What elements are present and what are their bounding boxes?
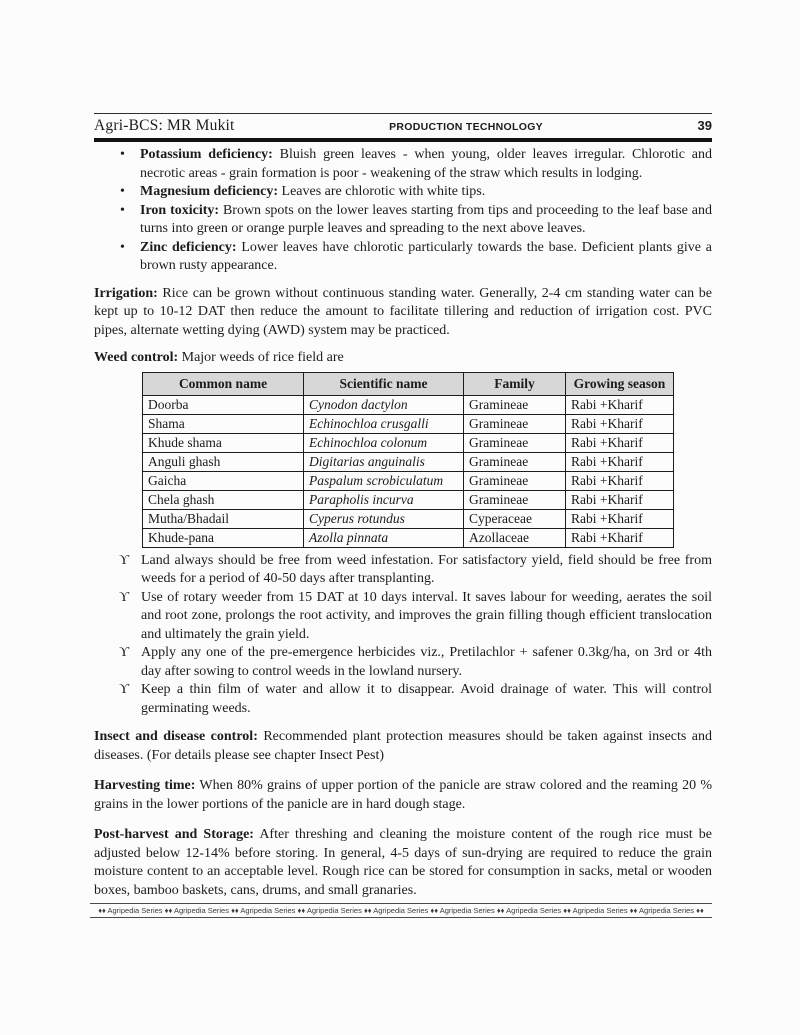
paragraph-text: Rice can be grown without continuous standing water. Generally, 2-4 cm standing water can be kept up to 10-12 DAT then reduce the amount to facilitate tillering and reduction of irrigation cost. PVC pipes, alternate wetting dying (AWD) system may be practiced.	[94, 285, 712, 338]
list-item-zinc	[94, 239, 712, 276]
table-row	[143, 471, 674, 490]
cell-family: Gramineae	[464, 471, 566, 490]
cell-scientific-name: Echinochloa crusgalli	[304, 414, 464, 433]
list-item-iron	[94, 202, 712, 239]
item-label: Zinc deficiency:	[140, 239, 237, 255]
list-item-weed-free	[94, 552, 712, 589]
table-row	[143, 395, 674, 414]
cell-scientific-name: Echinochloa colonum	[304, 433, 464, 452]
cell-family: Azollaceae	[464, 528, 566, 547]
list-item-text	[140, 146, 712, 183]
cell-scientific-name: Paspalum scrobiculatum	[304, 471, 464, 490]
paragraph-label: Harvesting time:	[94, 778, 196, 793]
header-author: Agri-BCS: MR Mukit	[94, 117, 235, 134]
page-footer: ♦♦ Agripedia Series ♦♦ Agripedia Series ♦♦ Agripedia Series ♦♦ Agripedia Series ♦♦ Agripedia Series ♦♦ Agripedia Series ♦♦ Agripedia Series ♦♦ Agripedia Series ♦♦ Agripedia Series ♦♦	[90, 903, 712, 918]
weed-table-head	[143, 372, 674, 395]
paragraph-label: Weed control:	[94, 350, 179, 365]
upsilon-bullet-icon: ϒ	[119, 645, 130, 660]
list-item-rotary-weeder	[94, 589, 712, 645]
table-header-growing-season: Growing season	[566, 372, 674, 395]
list-item-magnesium	[94, 183, 712, 202]
weed-table	[142, 372, 674, 548]
table-header-family: Family	[464, 372, 566, 395]
header-section-title: PRODUCTION TECHNOLOGY	[389, 121, 543, 133]
page-number: 39	[697, 118, 712, 133]
cell-common-name: Mutha/Bhadail	[143, 509, 304, 528]
cell-season: Rabi +Kharif	[566, 452, 674, 471]
cell-season: Rabi +Kharif	[566, 414, 674, 433]
list-item-herbicide	[94, 644, 712, 681]
cell-common-name: Chela ghash	[143, 490, 304, 509]
paragraph-label: Post-harvest and Storage:	[94, 827, 254, 842]
cell-family: Gramineae	[464, 414, 566, 433]
cell-season: Rabi +Kharif	[566, 509, 674, 528]
upsilon-bullet-icon: ϒ	[119, 589, 130, 605]
list-item-text: Land always should be free from weed infestation. For satisfactory yield, field should be free from weeds for a period of 40-50 days after transplanting.	[141, 552, 712, 586]
cell-scientific-name: Digitarias anguinalis	[304, 452, 464, 471]
item-label: Potassium deficiency:	[140, 147, 273, 162]
table-row	[143, 452, 674, 471]
paragraph-text: When 80% grains of upper portion of the panicle are straw colored and the reaming 20 % grains in the lower portions of the panicle are in hard dough stage.	[94, 778, 712, 812]
cell-scientific-name: Parapholis incurva	[304, 490, 464, 509]
cell-common-name: Doorba	[143, 395, 304, 414]
item-label: Iron toxicity:	[140, 202, 220, 218]
weed-table-body	[143, 395, 674, 547]
cell-family: Cyperaceae	[464, 509, 566, 528]
list-item-water-film	[94, 681, 712, 718]
cell-season: Rabi +Kharif	[566, 433, 674, 452]
item-body: Leaves are chlorotic with white tips.	[278, 184, 486, 199]
paragraph-text: Recommended plant protection measures should be taken against insects and diseases. (For details please see chapter Insect Pest)	[94, 729, 713, 763]
cell-scientific-name: Azolla pinnata	[304, 528, 464, 547]
table-row	[143, 509, 674, 528]
cell-common-name: Khude shama	[143, 433, 304, 452]
list-item-text: Keep a thin film of water and allow it to disappear. Avoid drainage of water. This will control germinating weeds.	[141, 682, 712, 716]
bullet-dot-icon: •	[120, 239, 125, 255]
weed-advice-list	[94, 552, 712, 719]
table-row	[143, 528, 674, 547]
list-item-text	[140, 239, 712, 276]
item-body: Bluish green leaves - when young, older leaves irregular. Chlorotic and necrotic areas - grain formation is poor - weakening of the straw which results in lodging.	[140, 147, 712, 181]
table-row	[143, 490, 674, 509]
table-row	[143, 433, 674, 452]
harvesting-paragraph	[94, 777, 712, 814]
bullet-dot-icon: •	[120, 202, 125, 218]
bullet-dot-icon: •	[120, 147, 125, 162]
list-item-text: Use of rotary weeder from 15 DAT at 10 days interval. It saves labour for weeding, aerates the soil and root zone, prolongs the root activity, and improves the grain filling though efficient translocation and ultimately the grain yield.	[141, 589, 712, 642]
deficiency-list	[94, 146, 712, 276]
cell-family: Gramineae	[464, 452, 566, 471]
cell-family: Gramineae	[464, 433, 566, 452]
bullet-dot-icon: •	[120, 184, 125, 199]
cell-common-name: Gaicha	[143, 471, 304, 490]
table-header-common-name: Common name	[143, 372, 304, 395]
cell-season: Rabi +Kharif	[566, 395, 674, 414]
cell-season: Rabi +Kharif	[566, 528, 674, 547]
irrigation-paragraph	[94, 285, 712, 341]
item-body: Lower leaves have chlorotic particularly towards the base. Deficient plants give a brown rusty appearance.	[140, 239, 712, 273]
cell-season: Rabi +Kharif	[566, 471, 674, 490]
header-rule	[94, 138, 712, 142]
paragraph-label: Insect and disease control:	[94, 729, 258, 744]
weed-control-paragraph	[94, 349, 712, 368]
cell-scientific-name: Cyperus rotundus	[304, 509, 464, 528]
table-header-row	[143, 372, 674, 395]
paragraph-text: Major weeds of rice field are	[178, 350, 344, 365]
list-item-potassium	[94, 146, 712, 183]
cell-family: Gramineae	[464, 490, 566, 509]
page-header	[94, 113, 712, 137]
cell-common-name: Khude-pana	[143, 528, 304, 547]
cell-family: Gramineae	[464, 395, 566, 414]
cell-scientific-name: Cynodon dactylon	[304, 395, 464, 414]
cell-common-name: Anguli ghash	[143, 452, 304, 471]
table-header-scientific-name: Scientific name	[304, 372, 464, 395]
list-item-text	[140, 202, 712, 239]
list-item-text: Apply any one of the pre-emergence herbicides viz., Pretilachlor + safener 0.3kg/ha, on 3rd or 4th day after sowing to control weeds in the lowland nursery.	[141, 645, 712, 679]
cell-common-name: Shama	[143, 414, 304, 433]
paragraph-text: After threshing and cleaning the moisture content of the rough rice must be adjusted below 12-14% before storing. In general, 4-5 days of sun-drying are required to reduce the grain moisture content to an acceptable level. Rough rice can be stored for consumption in sacks, metal or wooden boxes, bamboo baskets, cans, drums, and small granaries.	[94, 827, 713, 898]
post-harvest-paragraph	[94, 826, 712, 900]
item-body: Brown spots on the lower leaves starting from tips and proceeding to the leaf base and turns into green or orange purple leaves and spreading to the next above leaves.	[140, 202, 712, 236]
page-content	[94, 113, 712, 900]
item-label: Magnesium deficiency:	[140, 184, 279, 199]
table-row	[143, 414, 674, 433]
upsilon-bullet-icon: ϒ	[119, 552, 130, 568]
paragraph-label: Irrigation:	[94, 285, 158, 301]
upsilon-bullet-icon: ϒ	[119, 682, 130, 697]
insect-control-paragraph	[94, 728, 712, 765]
list-item-text	[140, 183, 712, 202]
cell-season: Rabi +Kharif	[566, 490, 674, 509]
